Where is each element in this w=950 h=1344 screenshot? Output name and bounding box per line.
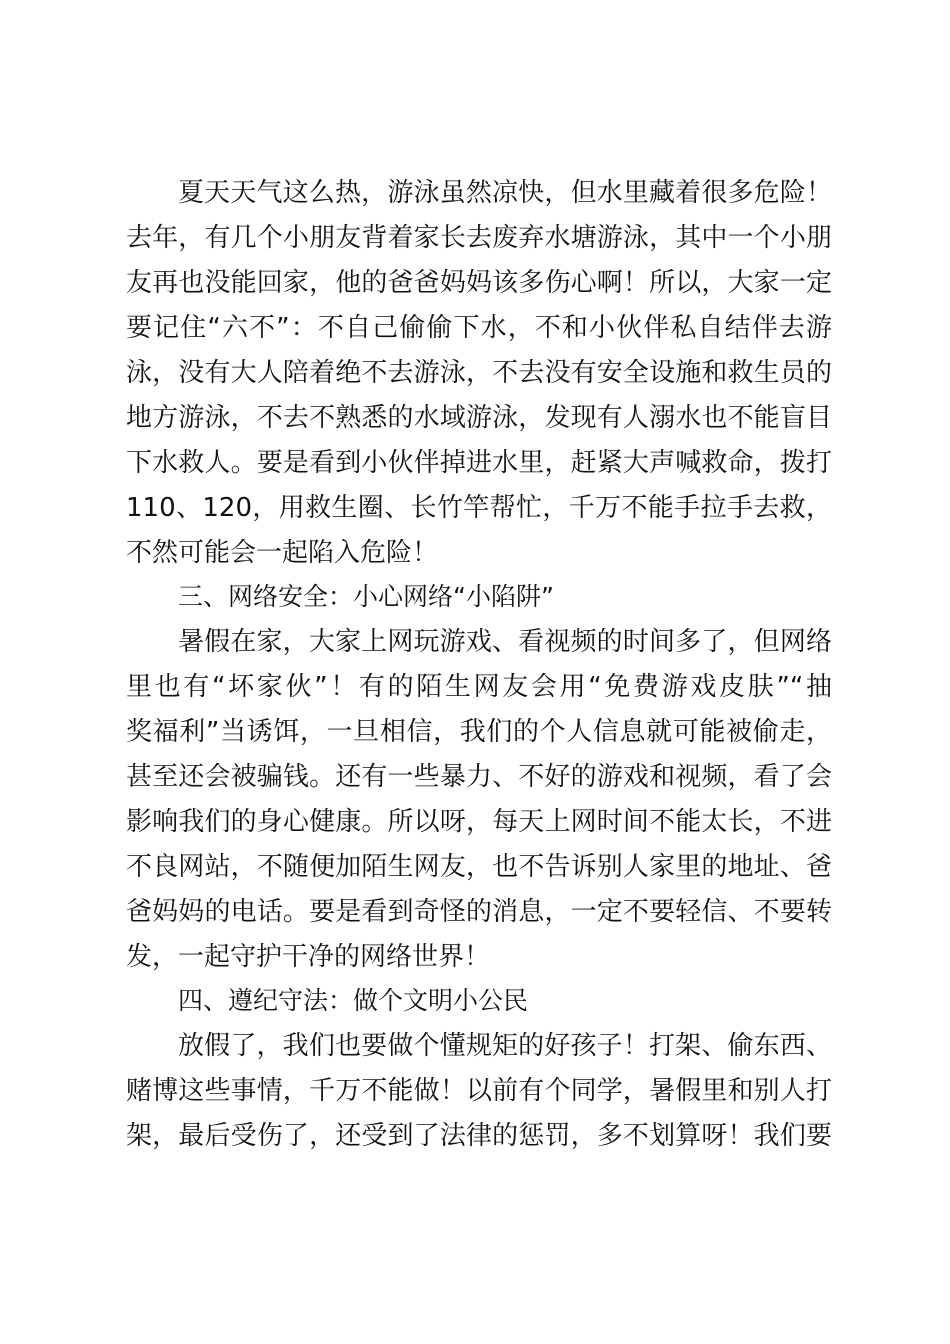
text-line: 放假了，我们也要做个懂规矩的好孩子！打架、偷东西、 xyxy=(178,1031,832,1061)
section-heading: 三、网络安全：小心网络“小陷阱” xyxy=(178,582,554,611)
text-line: 不然可能会一起陷入危险！ xyxy=(126,538,439,568)
text-line: 影响我们的身心健康。所以呀，每天上网时间不能太长，不进 xyxy=(126,807,832,837)
text-line: 去年，有几个小朋友背着家长去废弃水塘游泳，其中一个小朋 xyxy=(126,223,832,253)
text-line: 友再也没能回家，他的爸爸妈妈该多伤心啊！所以，大家一定 xyxy=(126,268,832,298)
text-line: 甚至还会被骗钱。还有一些暴力、不好的游戏和视频，看了会 xyxy=(126,762,832,792)
text-line: 奖福利”当诱饵，一旦相信，我们的个人信息就可能被偷走， xyxy=(126,717,832,747)
text-line: 不良网站，不随便加陌生网友，也不告诉别人家里的地址、爸 xyxy=(126,852,832,882)
text-line: 暑假在家，大家上网玩游戏、看视频的时间多了，但网络 xyxy=(178,627,832,657)
section-heading: 四、遵纪守法：做个文明小公民 xyxy=(178,986,529,1015)
text-line: 夏天天气这么热，游泳虽然凉快，但水里藏着很多危险！ xyxy=(178,178,832,208)
text-line: 发，一起守护干净的网络世界！ xyxy=(126,942,491,972)
text-line: 泳，没有大人陪着绝不去游泳，不去没有安全设施和救生员的 xyxy=(126,358,832,388)
text-line: 地方游泳，不去不熟悉的水域游泳，发现有人溺水也不能盲目 xyxy=(126,403,832,433)
text-line: 下水救人。要是看到小伙伴掉进水里，赶紧大声喊救命，拨打 xyxy=(126,448,832,478)
text-line: 爸妈妈的电话。要是看到奇怪的消息，一定不要轻信、不要转 xyxy=(126,897,832,927)
text-line: 要记住“六不”：不自己偷偷下水，不和小伙伴私自结伴去游 xyxy=(126,313,832,343)
text-line: 110、120，用救生圈、长竹竿帮忙，千万不能手拉手去救， xyxy=(126,493,832,523)
text-line: 赌博这些事情，千万不能做！以前有个同学，暑假里和别人打 xyxy=(126,1076,832,1106)
text-line: 里也有“坏家伙”！有的陌生网友会用“免费游戏皮肤”“抽 xyxy=(126,672,832,702)
text-line: 架，最后受伤了，还受到了法律的惩罚，多不划算呀！我们要 xyxy=(126,1121,832,1151)
